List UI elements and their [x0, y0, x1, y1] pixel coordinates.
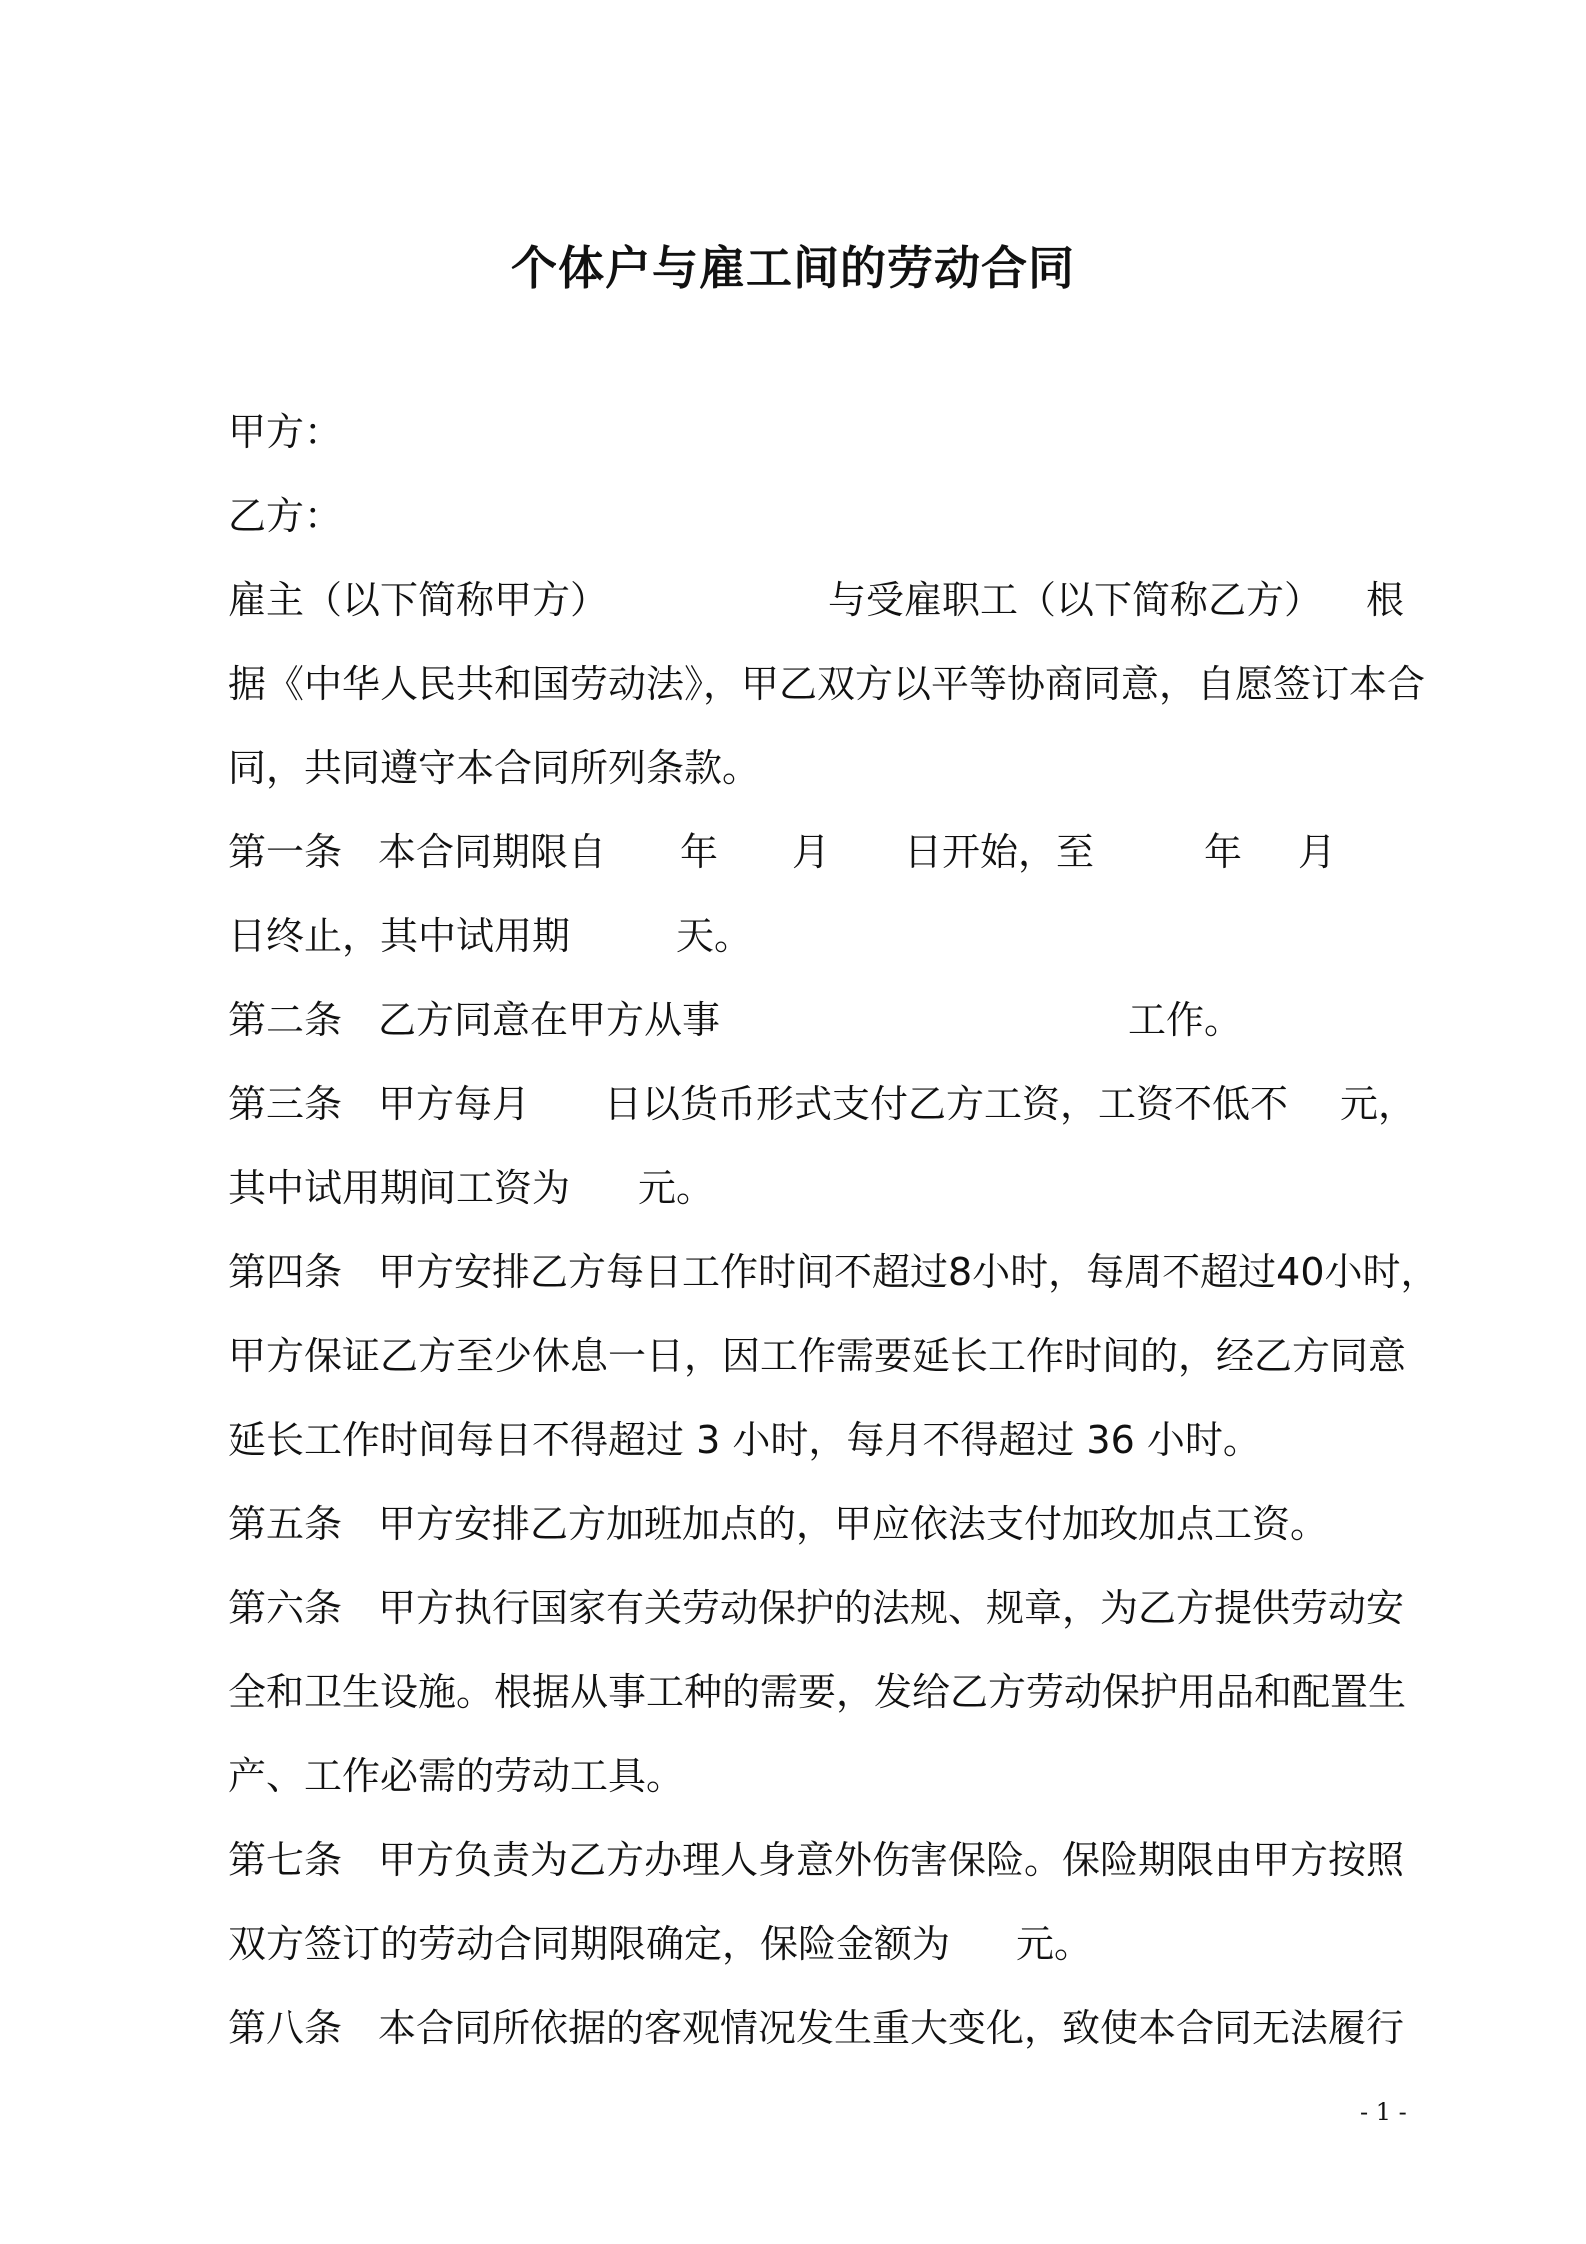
article-6-line-1	[228, 1566, 1408, 1650]
article-5-line-1	[228, 1482, 1408, 1566]
page-number: - 1 -	[1360, 2098, 1407, 2126]
page-title: 个体户与雇工间的劳动合同	[511, 241, 1075, 295]
intro-line-3	[228, 726, 1408, 810]
article-4-line-3	[228, 1398, 1408, 1482]
article-6-line-3	[228, 1734, 1408, 1818]
article-3-line-2	[228, 1146, 1408, 1230]
article-3-text-5: 元。	[638, 1166, 715, 1210]
article-1-text-5: 年	[1204, 830, 1243, 874]
article-4-line-1	[228, 1230, 1439, 1314]
intro-line-2	[228, 642, 1426, 726]
article-3-label: 第三条	[228, 1082, 343, 1126]
article-7-label: 第七条	[228, 1838, 343, 1882]
article-3-text-1: 甲方每月	[378, 1082, 531, 1126]
article-6-label: 第六条	[228, 1586, 343, 1630]
article-1-text-7: 日终止，其中试用期	[228, 914, 571, 958]
article-4-label: 第四条	[228, 1250, 343, 1294]
intro-text-2: 据《中华人民共和国劳动法》，甲乙双方以平等协商同意，自愿签订本合	[228, 662, 1426, 706]
article-6-text-3: 产、工作必需的劳动工具。	[228, 1754, 685, 1798]
article-3-text-2: 日以货币形式支付乙方工资，工资不低不	[604, 1082, 1289, 1126]
article-7-text-1: 甲方负责为乙方办理人身意外伤害保险。保险期限由甲方按照	[378, 1838, 1405, 1882]
article-8-line-1	[228, 1986, 1408, 2070]
party-b-label: 乙方：	[228, 494, 343, 538]
party-a-label: 甲方：	[228, 410, 343, 454]
intro-text-3: 同，共同遵守本合同所列条款。	[228, 746, 761, 790]
article-2-line-1	[228, 978, 1408, 1062]
article-7-line-1	[228, 1818, 1408, 1902]
article-4-text-1: 甲方安排乙方每日工作时间不超过8小时，每周不超过40小时，	[378, 1250, 1439, 1294]
intro-gen-text: 根	[1366, 578, 1405, 622]
party-a-line	[228, 390, 1408, 474]
article-4-text-2: 甲方保证乙方至少休息一日，因工作需要延长工作时间的，经乙方同意	[228, 1334, 1407, 1378]
article-1-text-3: 月	[792, 830, 831, 874]
article-3-line-1	[228, 1062, 1417, 1146]
article-7-text-2: 双方签订的劳动合同期限确定，保险金额为	[228, 1922, 951, 1966]
article-1-text-6: 月	[1298, 830, 1337, 874]
article-3-text-3: 元，	[1340, 1082, 1417, 1126]
article-1-label: 第一条	[228, 830, 343, 874]
article-2-text-2: 工作。	[1128, 998, 1243, 1042]
article-5-text-1: 甲方安排乙方加班加点的，甲应依法支付加玫加点工资。	[378, 1502, 1329, 1546]
party-b-line	[228, 474, 1408, 558]
article-3-text-4: 其中试用期间工资为	[228, 1166, 571, 1210]
article-2-text-1: 乙方同意在甲方从事	[378, 998, 721, 1042]
article-1-text-4: 日开始，至	[904, 830, 1095, 874]
article-8-label: 第八条	[228, 2006, 343, 2050]
intro-employee-text: 与受雇职工（以下简称乙方）	[828, 578, 1323, 622]
article-1-line-2	[228, 894, 1408, 978]
article-6-line-2	[228, 1650, 1408, 1734]
article-6-text-2: 全和卫生设施。根据从事工种的需要，发给乙方劳动保护用品和配置生	[228, 1670, 1407, 1714]
article-8-text-1: 本合同所依据的客观情况发生重大变化，致使本合同无法履行	[378, 2006, 1405, 2050]
article-6-text-1: 甲方执行国家有关劳动保护的法规、规章，为乙方提供劳动安	[378, 1586, 1405, 1630]
article-4-line-2	[228, 1314, 1408, 1398]
intro-employer-text: 雇主（以下简称甲方）	[228, 578, 609, 622]
article-2-label: 第二条	[228, 998, 343, 1042]
article-1-text-1: 本合同期限自	[378, 830, 607, 874]
article-1-text-2: 年	[680, 830, 719, 874]
article-5-label: 第五条	[228, 1502, 343, 1546]
article-4-text-3: 延长工作时间每日不得超过 3 小时，每月不得超过 36 小时。	[228, 1418, 1261, 1462]
article-1-line-1	[228, 810, 1408, 894]
intro-line-1	[228, 558, 1408, 642]
article-7-text-3: 元。	[1016, 1922, 1093, 1966]
article-7-line-2	[228, 1902, 1408, 1986]
article-1-text-8: 天。	[676, 914, 753, 958]
